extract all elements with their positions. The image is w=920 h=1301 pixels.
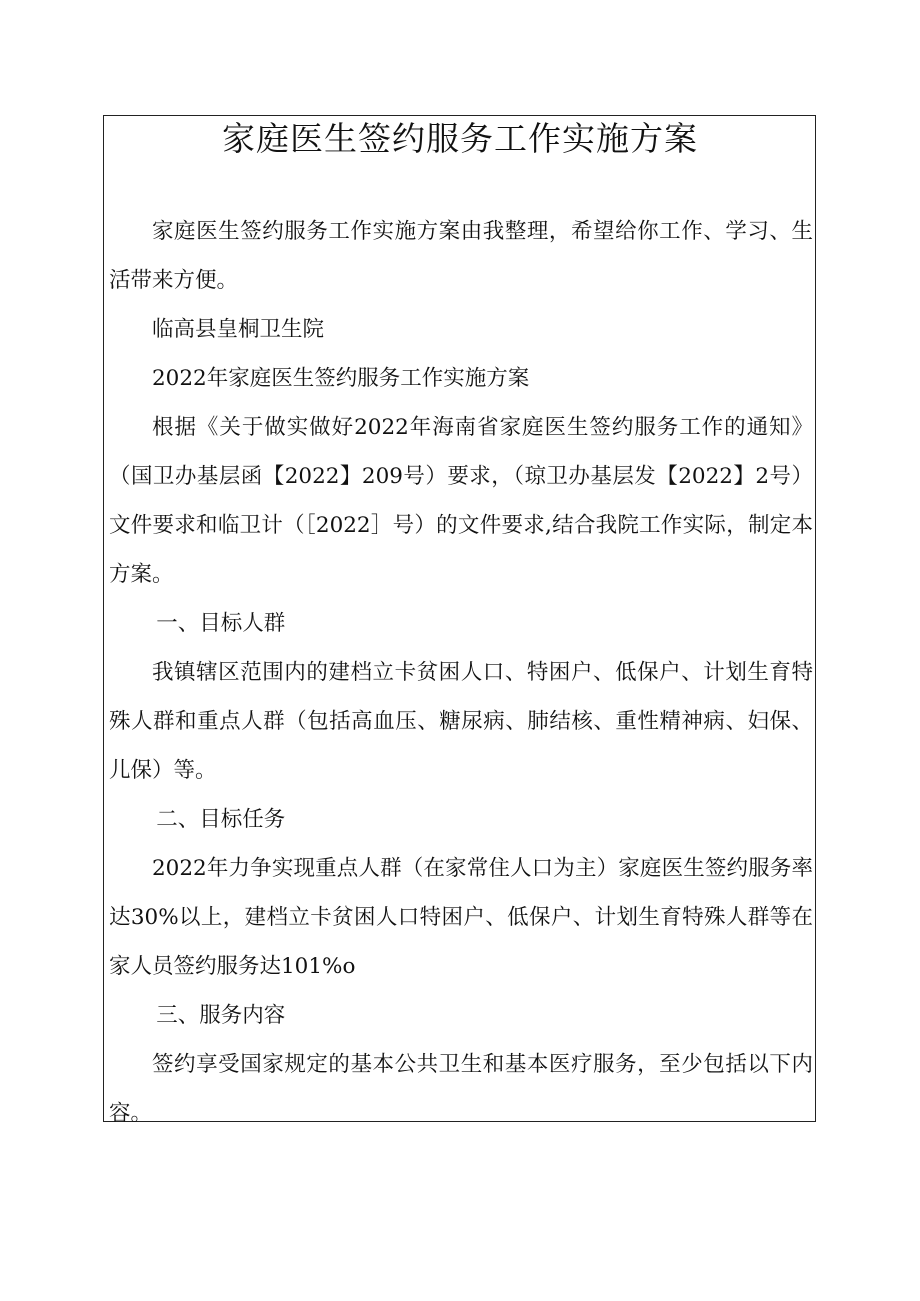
service-content-paragraph: 签约享受国家规定的基本公共卫生和基本医疗服务，至少包括以下内容。 xyxy=(109,1052,813,1126)
target-tasks-paragraph: 2022年力争实现重点人群（在家常住人口为主）家庭医生签约服务率达30%以上，建档立卡贫困人口特困户、低保户、计划生育特殊人群等在家人员签约服务达101%o xyxy=(109,856,813,979)
document-title: 家庭医生签约服务工作实施方案 xyxy=(222,119,698,158)
plan-subtitle: 2022年家庭医生签约服务工作实施方案 xyxy=(152,366,530,391)
intro-paragraph: 家庭医生签约服务工作实施方案由我整理，希望给你工作、学习、生活带来方便。 xyxy=(109,219,813,293)
section-heading-target-tasks: 二、目标任务 xyxy=(156,807,286,832)
section-heading-service-content: 三、服务内容 xyxy=(156,1003,286,1028)
target-population-paragraph: 我镇辖区范围内的建档立卡贫困人口、特困户、低保户、计划生育特殊人群和重点人群（包括高血压、糖尿病、肺结核、重性精神病、妇保、儿保）等。 xyxy=(109,660,813,783)
basis-paragraph: 根据《关于做实做好2022年海南省家庭医生签约服务工作的通知》（国卫办基层函【2022】209号）要求，（琼卫办基层发【2022】2号）文件要求和临卫计（［2022］号）的文件要求,结合我院工作实际，制定本方案。 xyxy=(109,415,813,587)
section-heading-target-population: 一、目标人群 xyxy=(156,611,286,636)
document-body xyxy=(109,207,813,1138)
organization-name: 临高县皇桐卫生院 xyxy=(152,317,325,342)
